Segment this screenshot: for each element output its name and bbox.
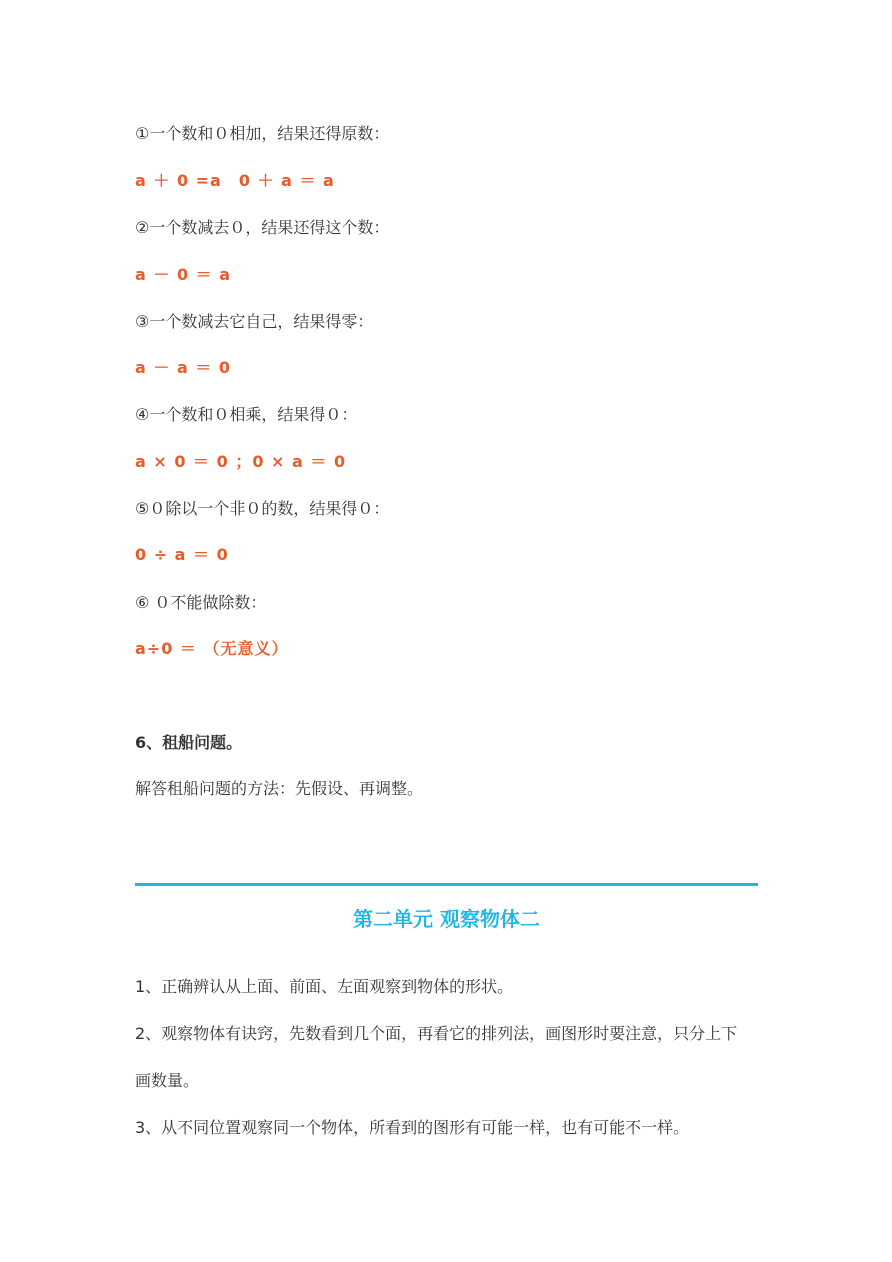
rule-5-label: ⑤０除以一个非０的数，结果得０： (135, 499, 390, 518)
section-6-heading: 6、租船问题。 (135, 733, 243, 752)
rule-3-label: ③一个数减去它自己，结果得零： (135, 312, 374, 331)
unit-2-item-1: 1、正确辨认从上面、前面、左面观察到物体的形状。 (135, 977, 514, 996)
rule-1-formula: a ＋ 0 =a 0 ＋ a ＝ a (135, 171, 335, 190)
rule-5-formula: 0 ÷ a ＝ 0 (135, 545, 229, 564)
rule-2-formula: a － 0 ＝ a (135, 265, 232, 284)
unit-2-item-2-continued: 画数量。 (135, 1071, 200, 1090)
rule-1-label: ①一个数和０相加，结果还得原数： (135, 124, 390, 143)
unit-2-item-2: 2、观察物体有诀窍，先数看到几个面，再看它的排列法，画图形时要注意，只分上下 (135, 1024, 738, 1043)
rule-2-label: ②一个数减去０，结果还得这个数： (135, 218, 390, 237)
unit-2-item-3: 3、从不同位置观察同一个物体，所看到的图形有可能一样，也有可能不一样。 (135, 1118, 690, 1137)
unit-2-title: 第二单元 观察物体二 (353, 907, 540, 931)
rule-6-label: ⑥ ０不能做除数： (135, 593, 267, 612)
rule-3-formula: a － a ＝ 0 (135, 358, 232, 377)
section-6-text: 解答租船问题的方法：先假设、再调整。 (135, 779, 424, 798)
rule-6-formula: a÷0 ＝ （无意义） (135, 639, 289, 658)
section-divider (135, 883, 758, 886)
rule-4-formula: a × 0 ＝ 0 ；0 × a ＝ 0 (135, 452, 347, 471)
rule-4-label: ④一个数和０相乘，结果得０： (135, 405, 358, 424)
